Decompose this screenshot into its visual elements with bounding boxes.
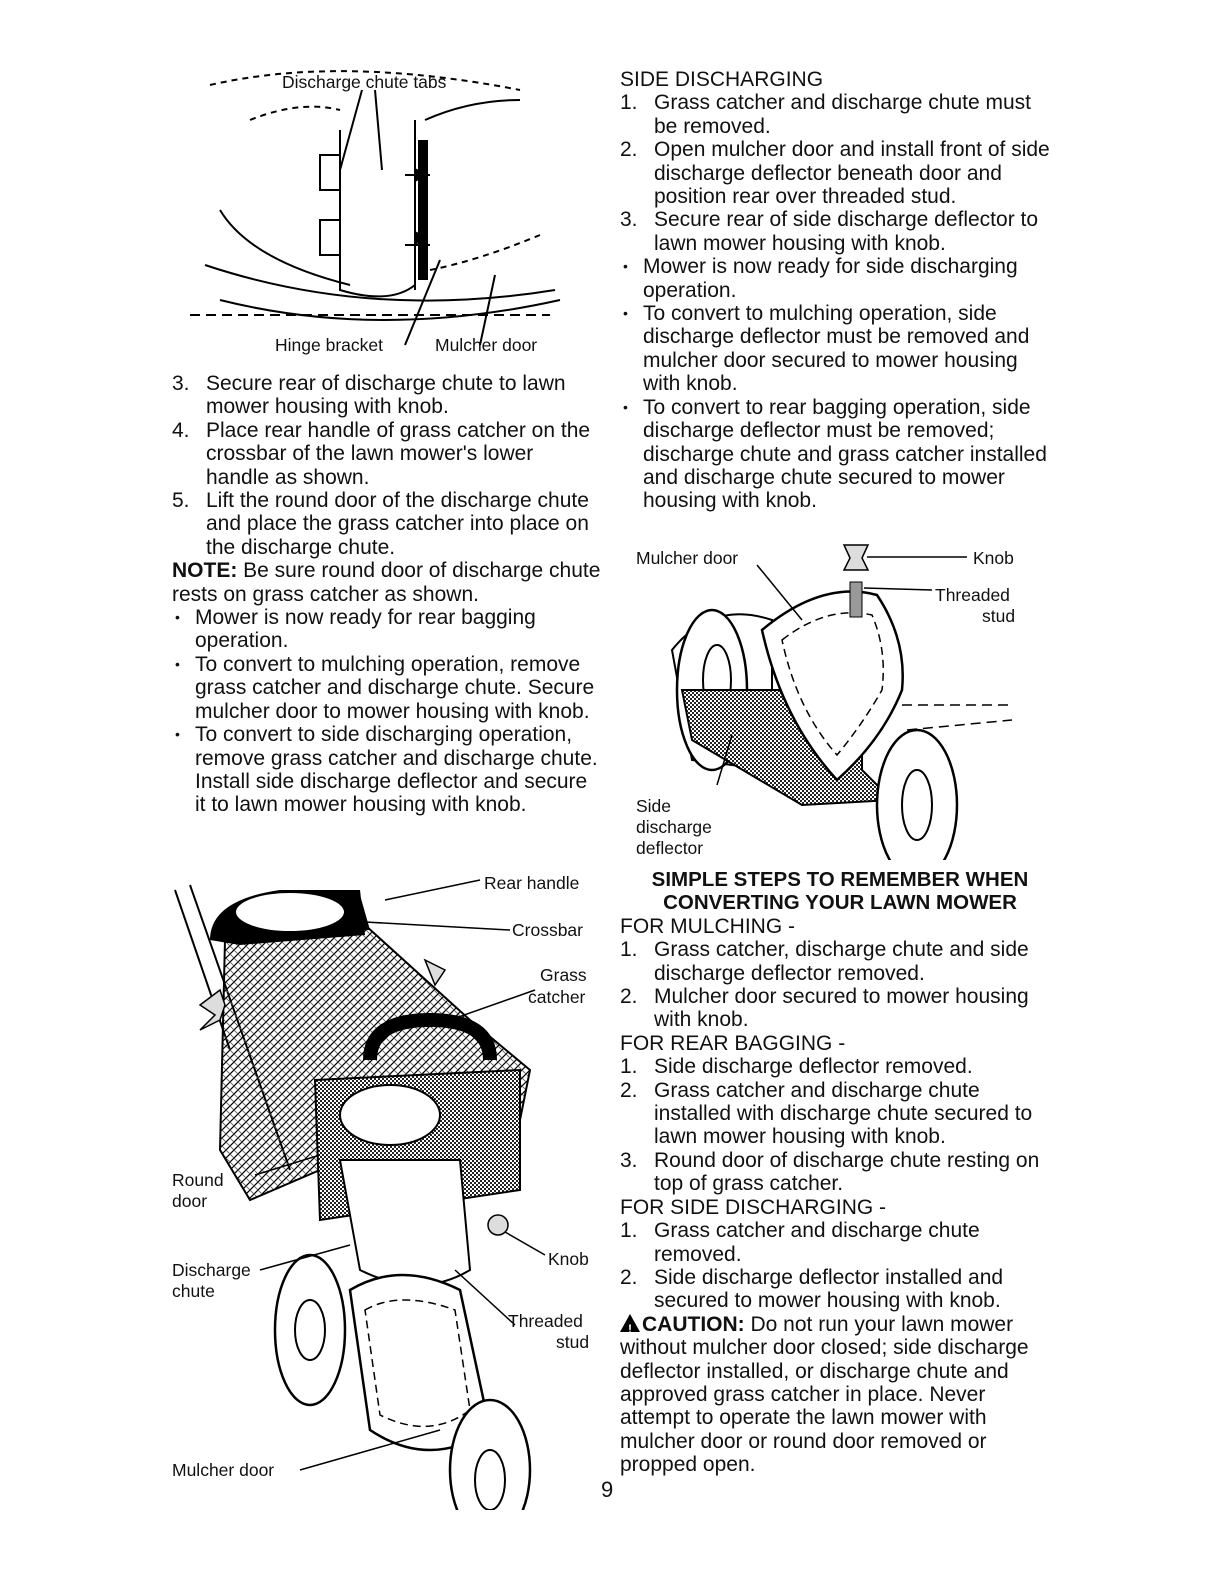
section-title-side-discharging: SIDE DISCHARGING: [620, 68, 824, 91]
caution-paragraph: !CAUTION: Do not run your lawn mower without mulcher door closed; side discharge deflector installed, or discharge chute and approved grass catcher in place. Never attempt to operate the lawn mower with mulcher door or round door removed or propped open.: [620, 1313, 1060, 1477]
list-item: 2. Side discharge deflector installed and secured to mower housing with knob.: [620, 1265, 1004, 1313]
list-item: 1. Grass catcher and discharge chute must be removed.: [620, 91, 1032, 138]
note-paragraph: NOTE: Be sure round door of discharge chute rests on grass catcher as shown.: [172, 559, 601, 606]
list-item: • Mower is now ready for side discharging operation.: [623, 255, 1018, 302]
label-catcher: catcher: [528, 987, 586, 1007]
subheading-rear-bagging: FOR REAR BAGGING -: [620, 1031, 846, 1055]
list-item: • To convert to mulching operation, side discharge deflector must be removed and mulcher door secured to mower housing with knob.: [623, 302, 1030, 396]
heading-simple-steps-1: SIMPLE STEPS TO REMEMBER WHEN: [651, 868, 1029, 891]
list-item: 3. Round door of discharge chute resting on top of grass catcher.: [620, 1148, 1040, 1196]
label-discharge: Discharge: [172, 1260, 251, 1280]
label-mulcher-door-bottom: Mulcher door: [172, 1460, 275, 1480]
list-item: 2. Open mulcher door and install front of side discharge deflector beneath door and position rear over threaded stud.: [620, 138, 1050, 209]
label-hinge-bracket: Hinge bracket: [275, 335, 383, 355]
list-item: 3. Secure rear of discharge chute to lawn mower housing with knob.: [172, 372, 566, 419]
list-item: 3. Secure rear of side discharge deflector to lawn mower housing with knob.: [620, 208, 1039, 255]
list-item: • To convert to mulching operation, remove grass catcher and discharge chute. Secure mulcher door to mower housing with knob.: [175, 652, 595, 723]
label-deflector: deflector: [636, 838, 704, 858]
caution-label: CAUTION:: [642, 1312, 745, 1336]
subheading-mulching: FOR MULCHING -: [620, 914, 795, 938]
chute-tabs-illustration: [190, 60, 570, 360]
right-column-side-discharging: [620, 68, 1060, 513]
list-item: 1. Grass catcher and discharge chute removed.: [620, 1219, 980, 1266]
list-item: • Mower is now ready for rear bagging operation.: [175, 606, 536, 653]
list-item: 5. Lift the round door of the discharge chute and place the grass catcher into place on the discharge chute.: [172, 489, 589, 559]
figure-chute-tabs: [190, 60, 570, 360]
subheading-side-discharging: FOR SIDE DISCHARGING -: [620, 1195, 887, 1219]
page-number: 9: [601, 1477, 614, 1502]
list-item: • To convert to rear bagging operation, side discharge deflector must be removed; discharge chute and grass catcher installed and discharge chute secured to mower housing with knob.: [623, 395, 1047, 513]
label-discharge-chute-tabs: Discharge chute tabs: [282, 72, 447, 92]
side-steps-list: [620, 91, 1060, 255]
sidedis-steps-list: [620, 1219, 1060, 1313]
label-stud-left: stud: [556, 1332, 590, 1352]
grass-catcher-illustration: [170, 870, 600, 1510]
label-stud-right: stud: [982, 606, 1016, 626]
list-item: 2. Grass catcher and discharge chute installed with discharge chute secured to lawn mower housing with knob.: [620, 1078, 1033, 1149]
label-round: Round: [172, 1170, 224, 1190]
label-threaded-left: Threaded: [508, 1311, 583, 1331]
list-item: 2. Mulcher door secured to mower housing with knob.: [620, 985, 1029, 1032]
right-column-simple-steps: [620, 868, 1060, 1477]
left-steps-list: [172, 372, 602, 559]
list-item: • To convert to side discharging operation, remove grass catcher and discharge chute. Install side discharge deflector and secure it to lawn mower housing with knob.: [175, 723, 598, 817]
list-item: 1. Grass catcher, discharge chute and side discharge deflector removed.: [620, 938, 1029, 985]
note-label: NOTE:: [172, 559, 238, 583]
bagging-steps-list: [620, 1055, 1060, 1195]
label-rear-handle: Rear handle: [484, 873, 580, 893]
figure-grass-catcher: [170, 870, 600, 1510]
list-item: 1. Side discharge deflector removed.: [620, 1055, 973, 1079]
label-grass: Grass: [540, 965, 587, 985]
label-discharge-right: discharge: [636, 817, 712, 837]
label-mulcher-door-top: Mulcher door: [435, 335, 538, 355]
left-column-text: [172, 372, 602, 817]
label-chute: chute: [172, 1281, 215, 1301]
label-threaded-right: Threaded: [935, 585, 1010, 605]
label-mulcher-door-right: Mulcher door: [636, 548, 739, 568]
heading-simple-steps-2: CONVERTING YOUR LAWN MOWER: [663, 891, 1017, 915]
side-bullets-list: [620, 255, 1060, 512]
label-side: Side: [636, 796, 672, 816]
label-knob-right: Knob: [973, 548, 1014, 568]
label-knob-left: Knob: [548, 1249, 589, 1269]
label-door: door: [172, 1191, 208, 1211]
list-item: 4. Place rear handle of grass catcher on the crossbar of the lawn mower's lower handle as shown.: [172, 418, 591, 489]
label-crossbar: Crossbar: [512, 920, 583, 940]
left-bullets-list: [172, 606, 602, 817]
warning-triangle-icon: [620, 1314, 640, 1332]
mulching-steps-list: [620, 938, 1060, 1032]
